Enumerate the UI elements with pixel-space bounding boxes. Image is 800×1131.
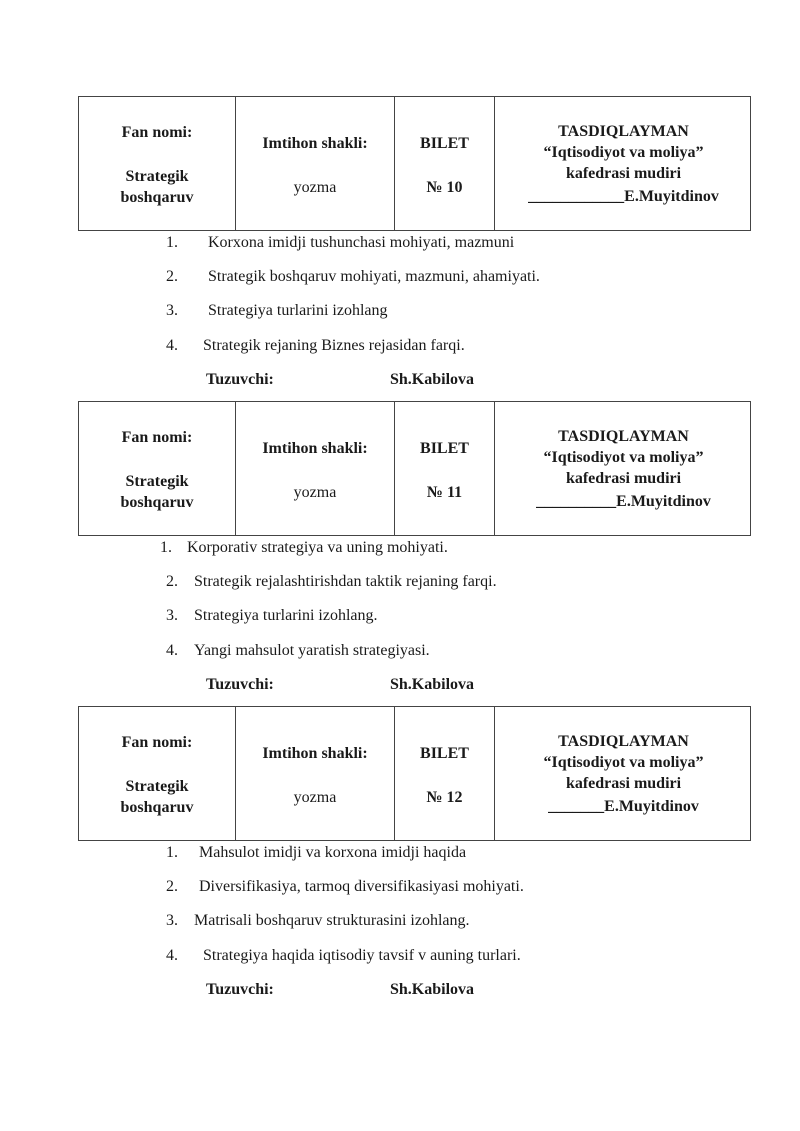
approve-title: TASDIQLAYMAN [558,123,689,140]
bilet-number: № 11 [426,484,463,501]
subject-line-2: boshqaruv [120,494,194,511]
author-name: Sh.Kabilova [390,981,475,998]
author-label: Tuzuvchi: [206,981,274,998]
approve-role: kafedrasi mudiri [565,470,682,487]
subject-line-1: Strategik [125,778,189,795]
bilet-number: № 12 [426,789,463,806]
ticket-header-12 [78,706,751,841]
exam-value: yozma [293,789,337,806]
approve-title: TASDIQLAYMAN [558,733,689,750]
ticket-header-10 [78,96,751,231]
question-text: Strategik rejaning Biznes rejasidan farqi. [203,337,465,354]
subject-cell [79,97,236,230]
fan-label: Fan nomi: [121,734,193,751]
question-number: 1. [160,539,172,556]
subject-line-2: boshqaruv [120,799,194,816]
exam-label: Imtihon shakli: [262,135,368,152]
approve-sign: __________E.Muyitdinov [536,493,711,510]
exam-label: Imtihon shakli: [262,440,368,457]
bilet-label: BILET [420,135,469,152]
question-number: 2. [166,878,178,895]
approval-cell [495,707,752,840]
approval-cell [495,402,752,535]
question-text: Diversifikasiya, tarmoq diversifikasiyasi mohiyati. [199,878,524,895]
bilet-cell [395,97,495,230]
approve-dept: “Iqtisodiyot va moliya” [543,144,704,161]
question-number: 4. [166,642,178,659]
subject-cell [79,707,236,840]
approval-cell [495,97,752,230]
question-number: 3. [166,607,178,624]
question-text: Strategiya turlarini izohlang [208,302,388,319]
exam-form-cell [236,707,395,840]
exam-label: Imtihon shakli: [262,745,368,762]
ticket-header-11 [78,401,751,536]
author-name: Sh.Kabilova [390,371,475,388]
bilet-cell [395,707,495,840]
bilet-cell [395,402,495,535]
question-number: 2. [166,573,178,590]
question-text: Matrisali boshqaruv strukturasini izohlang. [194,912,470,929]
approve-role: kafedrasi mudiri [565,775,682,792]
approve-sign: _______E.Muyitdinov [548,798,699,815]
question-number: 1. [166,234,178,251]
bilet-label: BILET [420,745,469,762]
subject-line-1: Strategik [125,168,189,185]
bilet-number: № 10 [426,179,463,196]
subject-line-2: boshqaruv [120,189,194,206]
question-text: Korporativ strategiya va uning mohiyati. [187,539,448,556]
question-number: 4. [166,337,178,354]
subject-cell [79,402,236,535]
approve-role: kafedrasi mudiri [565,165,682,182]
question-number: 2. [166,268,178,285]
fan-label: Fan nomi: [121,429,193,446]
author-label: Tuzuvchi: [206,371,274,388]
subject-line-1: Strategik [125,473,189,490]
exam-form-cell [236,97,395,230]
author-label: Tuzuvchi: [206,676,274,693]
approve-title: TASDIQLAYMAN [558,428,689,445]
fan-label: Fan nomi: [121,124,193,141]
approve-sign: ____________E.Muyitdinov [528,188,719,205]
exam-value: yozma [293,179,337,196]
exam-form-cell [236,402,395,535]
question-number: 3. [166,302,178,319]
question-text: Korxona imidji tushunchasi mohiyati, mazmuni [208,234,515,251]
question-text: Strategiya haqida iqtisodiy tavsif v auning turlari. [203,947,521,964]
exam-value: yozma [293,484,337,501]
question-text: Strategiya turlarini izohlang. [194,607,378,624]
question-number: 1. [166,844,178,861]
question-text: Strategik boshqaruv mohiyati, mazmuni, ahamiyati. [208,268,540,285]
question-text: Mahsulot imidji va korxona imidji haqida [199,844,467,861]
bilet-label: BILET [420,440,469,457]
question-text: Strategik rejalashtirishdan taktik rejaning farqi. [194,573,497,590]
question-number: 3. [166,912,178,929]
question-number: 4. [166,947,178,964]
author-name: Sh.Kabilova [390,676,475,693]
question-text: Yangi mahsulot yaratish strategiyasi. [194,642,430,659]
approve-dept: “Iqtisodiyot va moliya” [543,449,704,466]
approve-dept: “Iqtisodiyot va moliya” [543,754,704,771]
